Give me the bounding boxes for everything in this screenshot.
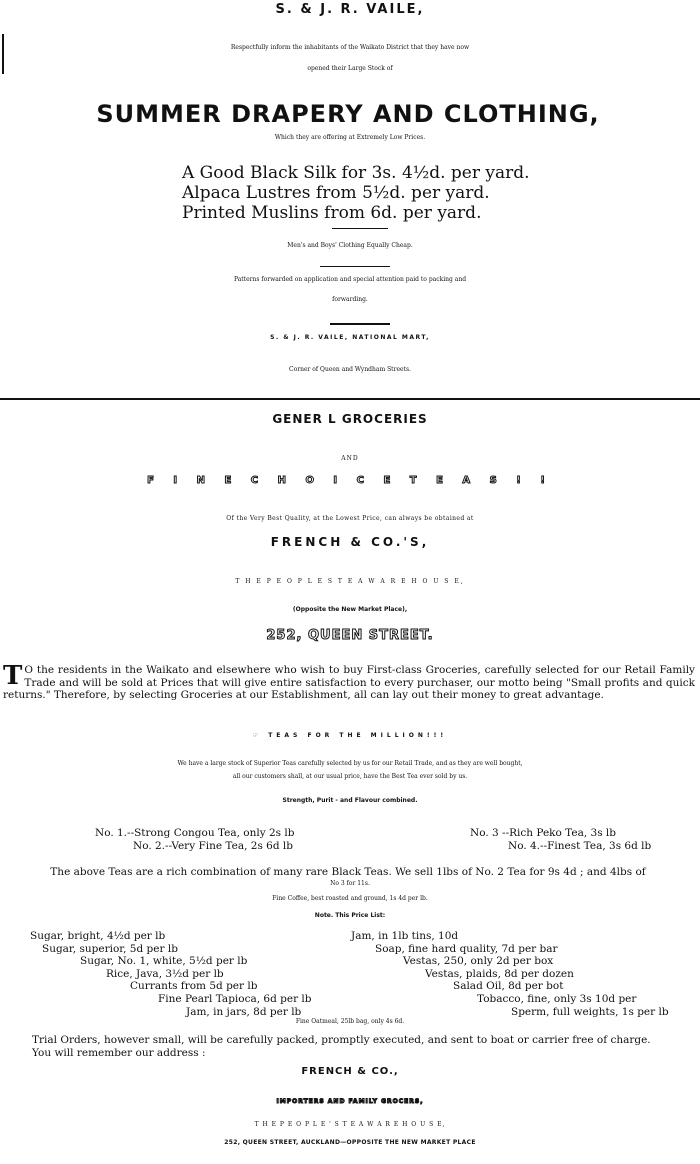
million-text: TEAS FOR THE MILLION!!! xyxy=(268,732,448,739)
price-item: Sperm, full weights, 1s per lb xyxy=(511,1005,669,1018)
price-item: Salad Oil, 8d per bot xyxy=(453,980,564,993)
tea-item: No. 2.--Very Fine Tea, 2s 6d lb xyxy=(133,840,293,852)
tea-list-right xyxy=(470,827,651,853)
divider-rule xyxy=(320,266,390,267)
vaile-offer: Which they are offering at Extremely Low Prices. xyxy=(274,134,426,141)
quality-line: Of the Very Best Quality, at the Lowest Price, can always be obtained at xyxy=(226,515,474,522)
price-item: Soap, fine hard quality, 7d per bar xyxy=(375,942,558,955)
pointing-hand-icon: ☞ xyxy=(252,732,263,739)
advertisement-separator xyxy=(0,398,700,400)
price-list-right xyxy=(345,930,669,1018)
oatmeal-line: Fine Oatmeal, 25lb bag, only 4s 6d. xyxy=(295,1018,405,1025)
groceries-heading: GENER L GROCERIES xyxy=(272,412,428,426)
vaile-heading: S. & J. R. VAILE, xyxy=(275,2,425,17)
fine-choice-teas-heading: F I N E C H O I C E T E A S ! ! xyxy=(147,475,553,486)
vaile-price-list xyxy=(182,163,530,223)
peoples-tea-warehouse: T H E P E O P L E S T E A W A R E H O U S E, xyxy=(235,578,465,585)
vaile-intro-line-2: opened their Large Stock of xyxy=(307,65,393,72)
million-heading xyxy=(0,732,700,739)
tea-item: No. 4.--Finest Tea, 3s 6d lb xyxy=(508,840,652,852)
intro-paragraph xyxy=(3,661,695,702)
coffee-line: Fine Coffee, best roasted and ground, 1s 4d per lb. xyxy=(272,895,428,902)
tea-list-left xyxy=(95,827,295,853)
tea-item: No. 3 --Rich Peko Tea, 3s lb xyxy=(470,827,617,839)
price-item: Jam, in jars, 8d per lb xyxy=(186,1005,302,1018)
drop-cap: T xyxy=(3,661,23,691)
price-item: Rice, Java, 3½d per lb xyxy=(106,967,224,980)
opposite-market-line: (Opposite the New Market Place), xyxy=(292,606,408,613)
blend-line-2: No 3 for 11s. xyxy=(330,880,370,887)
footer-warehouse: T H E P E O P L E ' S T E A W A R E H O U S E, xyxy=(254,1121,446,1128)
price-list-left xyxy=(30,930,312,1018)
tea-item: No. 1.--Strong Congou Tea, only 2s lb xyxy=(95,827,295,839)
importers-heading: IMPORTERS AND FAMILY GROCERS, xyxy=(276,1098,424,1105)
stock-line-2: all our customers shall, at our usual price, have the Best Tea ever sold by us. xyxy=(232,773,468,780)
trial-orders-line-1: Trial Orders, however small, will be carefully packed, promptly executed, and sent to boat or carrier free of charge. xyxy=(32,1034,651,1046)
blend-line-1: The above Teas are a rich combination of many rare Black Teas. We sell 1lbs of No. 2 Tea for 9s 4d ; and 4lbs of xyxy=(50,866,646,878)
trial-orders-line-2: You will remember our address : xyxy=(32,1047,206,1059)
queen-street-heading: 252, QUEEN STREET. xyxy=(266,628,434,643)
french-co-heading: FRENCH & CO.'S, xyxy=(270,535,430,549)
price-item: Fine Pearl Tapioca, 6d per lb xyxy=(158,992,312,1005)
vaile-patterns-line-2: forwarding. xyxy=(332,296,368,303)
vaile-price-item: A Good Black Silk for 3s. 4½d. per yard. xyxy=(182,163,530,183)
divider-rule xyxy=(332,228,388,229)
price-list-heading: Note. This Price List: xyxy=(314,912,386,919)
divider-rule xyxy=(330,323,390,325)
price-item: Sugar, bright, 4½d per lb xyxy=(30,930,166,942)
vaile-subheading: SUMMER DRAPERY AND CLOTHING, xyxy=(96,100,600,128)
strength-heading: Strength, Purit - and Flavour combined. xyxy=(282,797,418,804)
price-item: Sugar, No. 1, white, 5½d per lb xyxy=(80,955,248,968)
footer-address: 252, QUEEN STREET, AUCKLAND—OPPOSITE THE NEW MARKET PLACE xyxy=(224,1139,476,1146)
price-item: Sugar, superior, 5d per lb xyxy=(42,942,178,955)
vaile-national-mart: S. & J. R. VAILE, NATIONAL MART, xyxy=(270,334,430,341)
vaile-corner-address: Corner of Queen and Wyndham Streets. xyxy=(289,366,411,373)
vaile-price-item: Alpaca Lustres from 5½d. per yard. xyxy=(182,183,490,203)
price-item: Jam, in 1lb tins, 10d xyxy=(351,930,459,942)
stock-line-1: We have a large stock of Superior Teas carefully selected by us for our Retail Trade, and as they are well bought, xyxy=(177,760,523,767)
intro-paragraph-text: O the residents in the Waikato and elsewhere who wish to buy First-class Groceries, carefully selected for our Retail Family Trade and will be sold at Prices that will give entire satisfaction to every purchaser, our motto being "Small profits and quick returns." Therefore, by selecting Groceries at our Establishment, all can lay out their money to great advantage. xyxy=(3,664,695,701)
footer-french-co: FRENCH & CO., xyxy=(301,1066,399,1077)
trial-orders xyxy=(32,1034,651,1060)
vaile-patterns-line-1: Patterns forwarded on application and special attention paid to packing and xyxy=(233,276,467,283)
and-word: AND xyxy=(341,455,359,462)
price-item: Currants from 5d per lb xyxy=(130,980,258,993)
vaile-mens-clothing: Men's and Boys' Clothing Equally Cheap. xyxy=(287,242,413,249)
vaile-price-item: Printed Muslins from 6d. per yard. xyxy=(182,203,482,223)
vaile-intro-line-1: Respectfully inform the inhabitants of the Waikato District that they have now xyxy=(230,44,470,51)
price-item: Vestas, 250, only 2d per box xyxy=(403,955,554,968)
price-item: Tobacco, fine, only 3s 10d per xyxy=(477,992,637,1005)
price-item: Vestas, plaids, 8d per dozen xyxy=(425,967,574,980)
